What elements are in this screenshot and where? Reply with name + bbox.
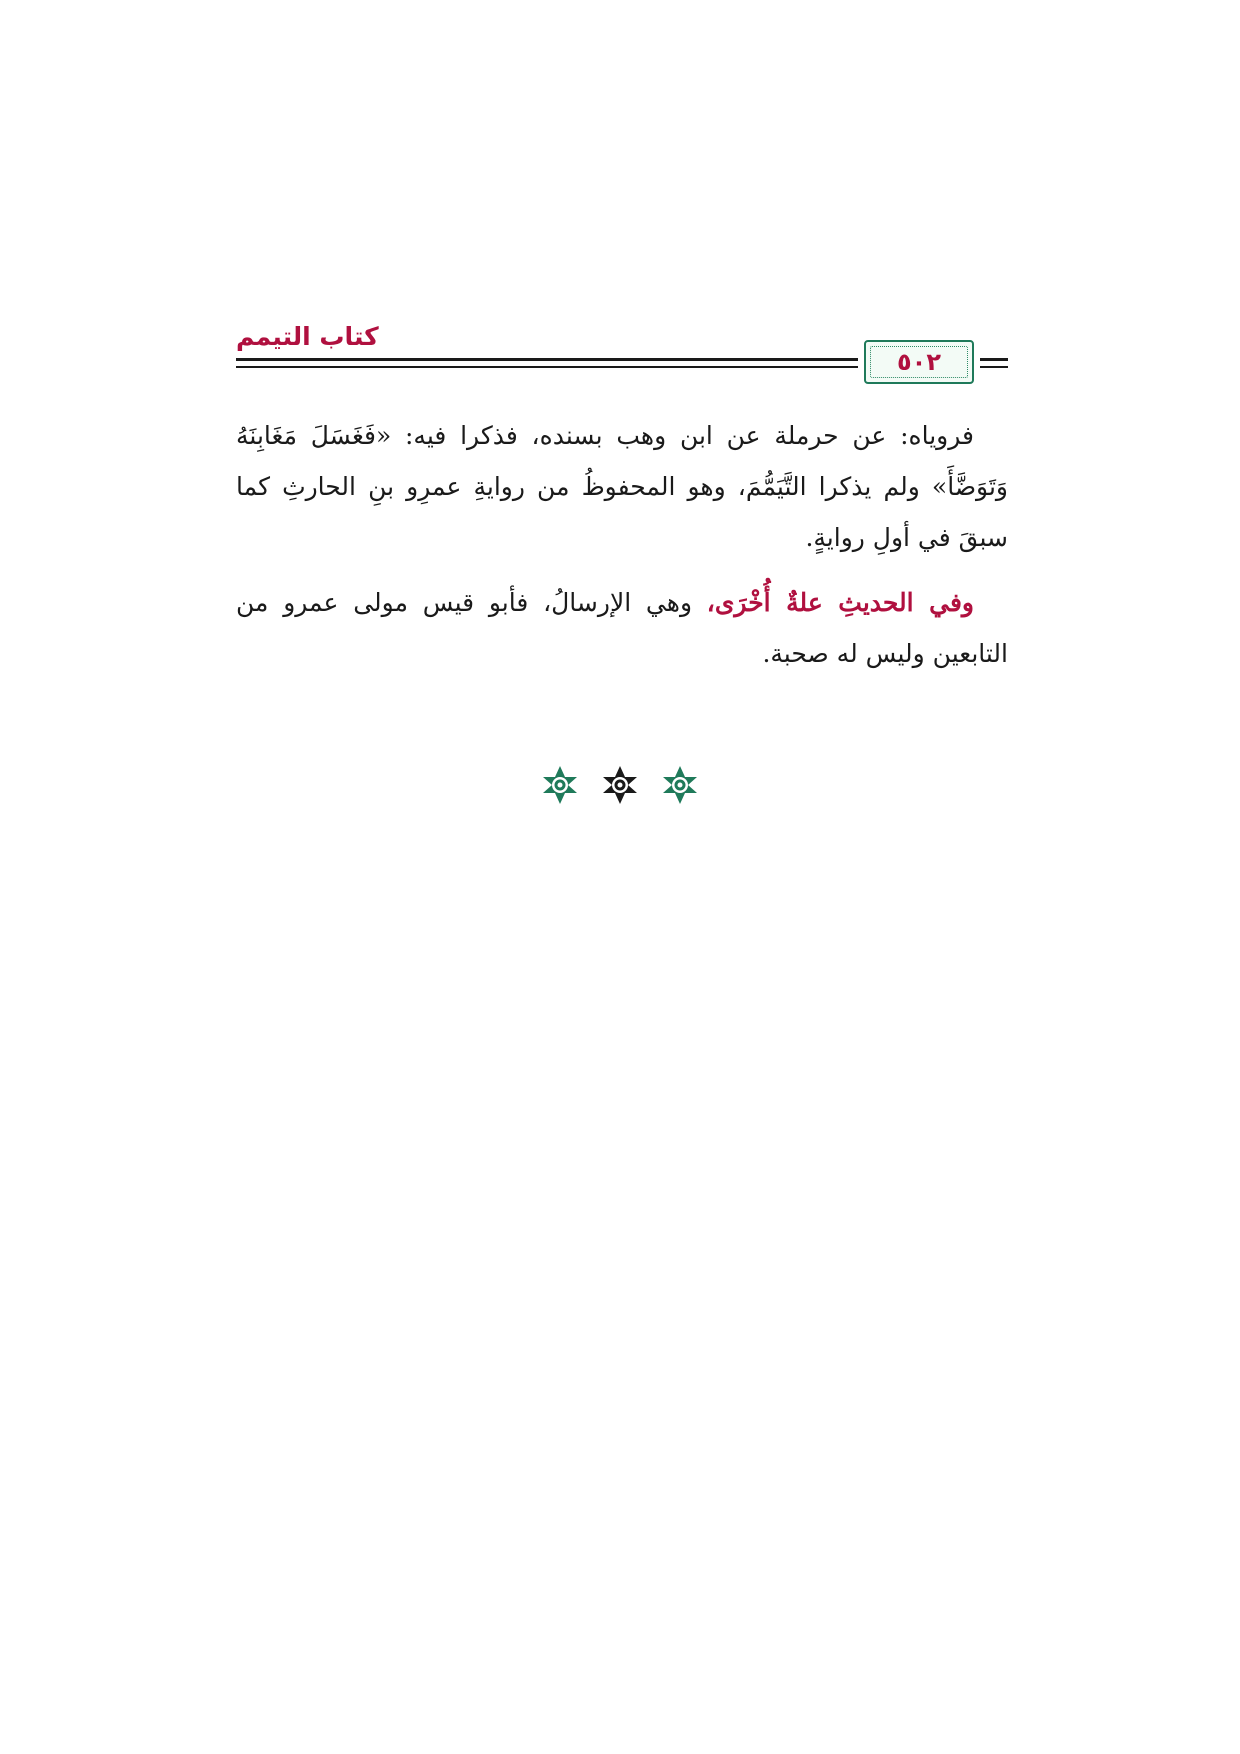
paragraph-1: فروياه: عن حرملة عن ابن وهب بسنده، فذكرا فيه: «فَغَسَلَ مَغَابِنَهُ وَتَوَضَّأَ» ولم يذكرا التَّيَمُّمَ، وهو المحفوظُ من روايةِ عمرِو بنِ الحارثِ كما سبقَ في أولِ روايةٍ. — [236, 421, 1008, 552]
header-rule-bottom — [236, 366, 858, 368]
main-text — [236, 410, 1008, 693]
header-rule-right-top — [980, 358, 1008, 361]
section-separator — [540, 760, 700, 810]
paragraph-2-text: وهي الإرسالُ، فأبو قيس مولى عمرو من التابعين وليس له صحبة. — [236, 588, 1008, 668]
chapter-title: كتاب التيمم — [236, 322, 379, 351]
star-flower-ornament-icon — [540, 765, 580, 805]
page-number: ٥٠٢ — [897, 348, 941, 376]
page-number-frame — [864, 340, 974, 384]
paragraph-2 — [236, 577, 1008, 679]
page-header — [236, 318, 1008, 388]
header-rule-top — [236, 358, 858, 361]
star-flower-ornament-icon — [660, 765, 700, 805]
star-flower-ornament-icon — [600, 765, 640, 805]
highlighted-phrase: وفي الحديثِ علةٌ أُخْرَى، — [706, 588, 974, 617]
header-rule-right-bottom — [980, 366, 1008, 368]
